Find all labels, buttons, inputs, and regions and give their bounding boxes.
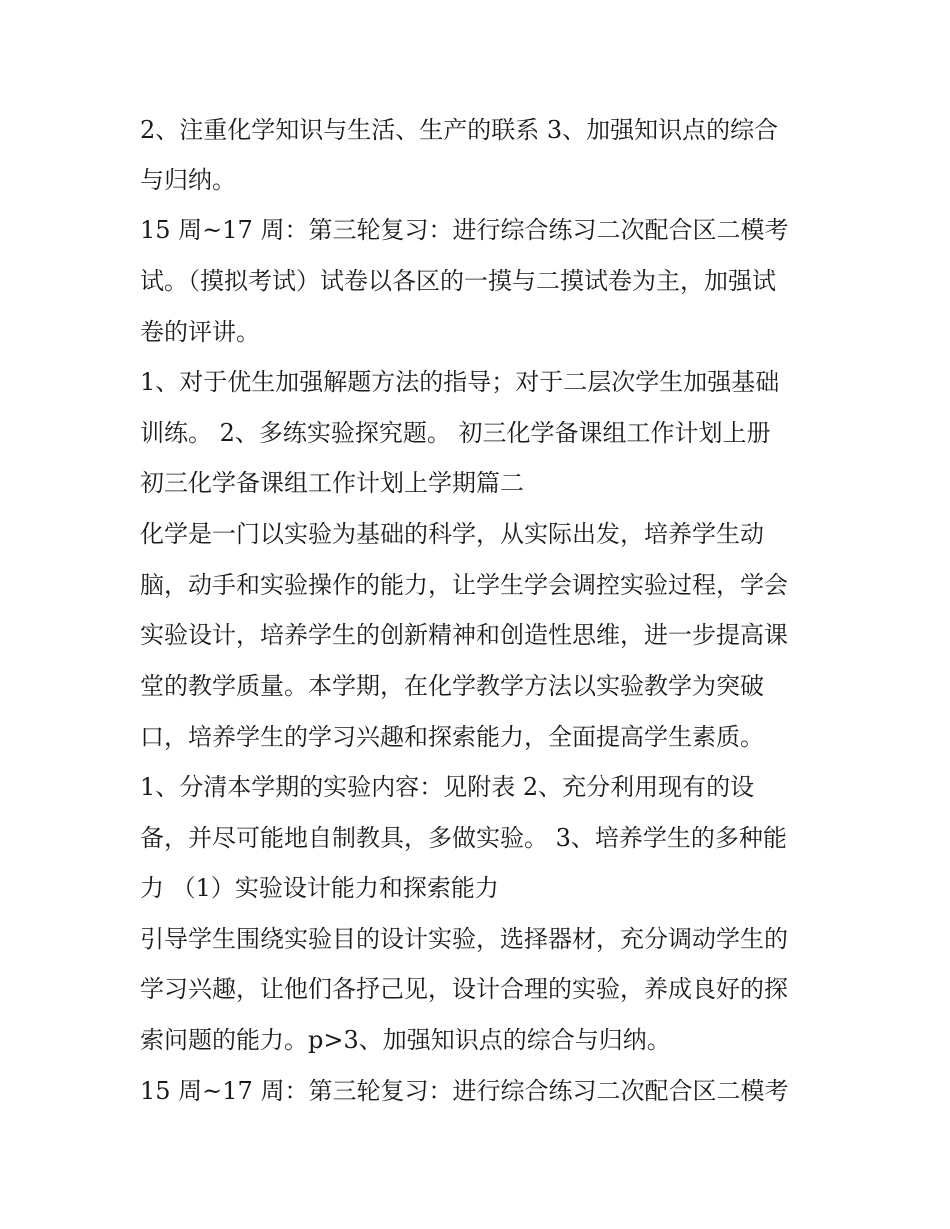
text-line: 脑，动手和实验操作的能力，让学生学会调控实验过程，学会	[140, 571, 788, 599]
text-line: 2、注重化学知识与生活、生产的联系 3、加强知识点的综合	[140, 116, 779, 144]
text-line: 口，培养学生的学习兴趣和探索能力，全面提高学生素质。	[140, 723, 764, 751]
text-line: 训练。 2、多练实验探究题。 初三化学备课组工作计划上册	[140, 419, 771, 447]
text-line: 引导学生围绕实验目的设计实验，选择器材，充分调动学生的	[140, 925, 788, 953]
text-line: 试。（摸拟考试）试卷以各区的一摸与二摸试卷为主，加强试	[140, 267, 776, 295]
text-line: 与归纳。	[140, 166, 236, 194]
text-line: 1、分清本学期的实验内容：见附表 2、充分利用现有的设	[140, 773, 755, 801]
text-line: 索问题的能力。p>3、加强知识点的综合与归纳。	[140, 1026, 671, 1054]
text-line: 学习兴趣，让他们各抒己见，设计合理的实验，养成良好的探	[140, 975, 788, 1003]
text-line: 堂的教学质量。本学期，在化学教学方法以实验教学为突破	[140, 672, 764, 700]
text-line: 备，并尽可能地自制教具，多做实验。 3、培养学生的多种能	[140, 824, 787, 852]
section-heading: 初三化学备课组工作计划上学期篇二	[140, 469, 524, 497]
text-line: 15 周~17 周：第三轮复习：进行综合练习二次配合区二模考	[140, 1077, 789, 1105]
text-line: 1、对于优生加强解题方法的指导；对于二层次学生加强基础	[140, 368, 780, 396]
text-line: 化学是一门以实验为基础的科学，从实际出发，培养学生动	[140, 520, 764, 548]
text-line: 卷的评讲。	[140, 318, 260, 346]
text-line: 实验设计，培养学生的创新精神和创造性思维，进一步提高课	[140, 621, 788, 649]
text-line: 15 周~17 周：第三轮复习：进行综合练习二次配合区二模考	[140, 216, 789, 244]
text-line: 力 （1）实验设计能力和探索能力	[140, 874, 499, 902]
